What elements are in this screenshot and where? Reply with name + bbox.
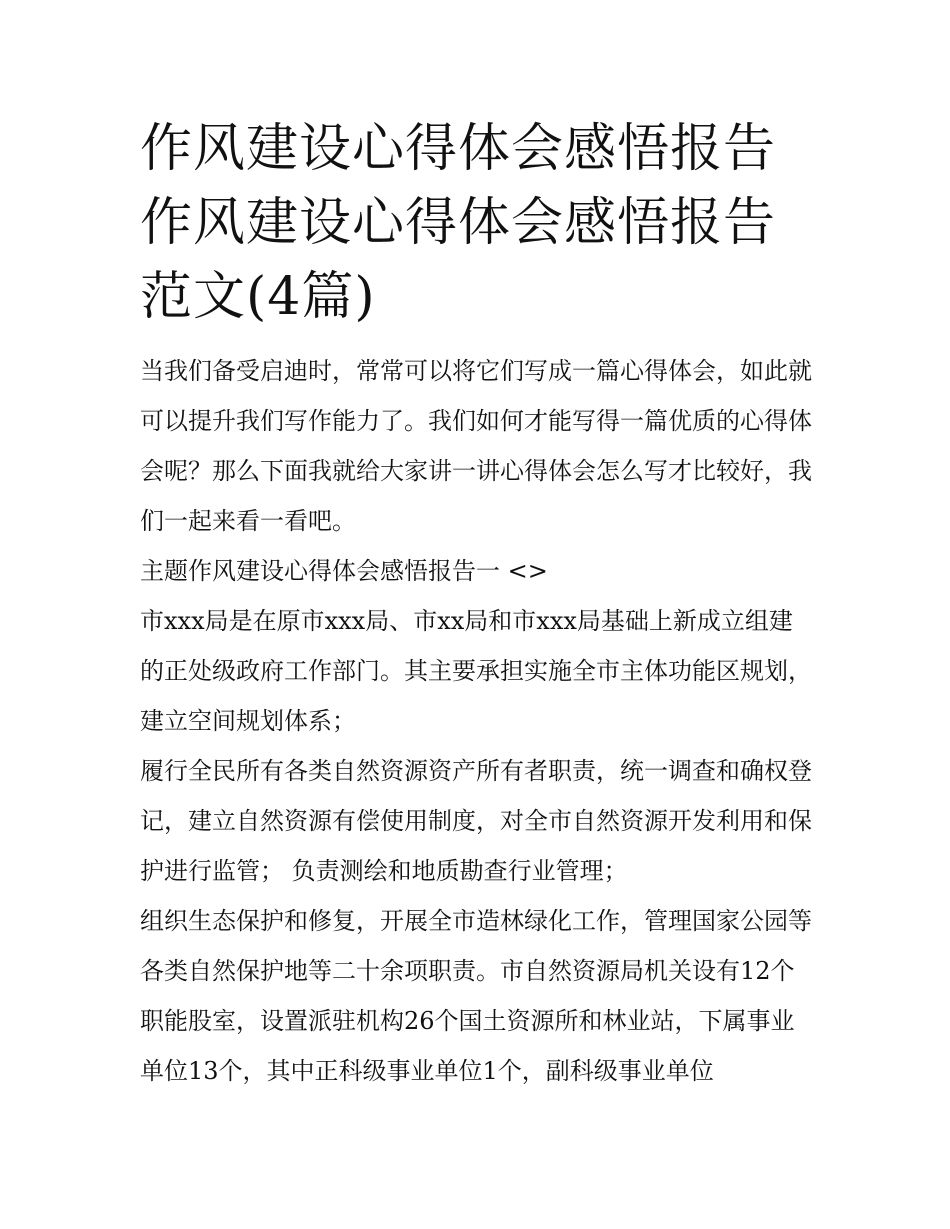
document-body: [140, 346, 812, 1096]
paragraph-bureau-duties: 履行全民所有各类自然资源资产所有者职责，统一调查和确权登记，建立自然资源有偿使用制度，对全市自然资源开发利用和保护进行监管； 负责测绘和地质勘查行业管理；: [140, 757, 812, 885]
paragraph-bureau-structure: 组织生态保护和修复，开展全市造林绿化工作，管理国家公园等各类自然保护地等二十余项职责。市自然资源局机关设有12个职能股室，设置派驻机构26个国土资源所和林业站，下属事业单位13个，其中正科级事业单位1个，副科级事业单位: [140, 907, 812, 1085]
paragraph-bureau-overview: 市xxx局是在原市xxx局、市xx局和市xxx局基础上新成立组建的正处级政府工作部门。其主要承担实施全市主体功能区规划，建立空间规划体系；: [140, 607, 812, 735]
document-title: 作风建设心得体会感悟报告 作风建设心得体会感悟报告范文(4篇): [140, 119, 777, 327]
paragraph-intro: 当我们备受启迪时，常常可以将它们写成一篇心得体会，如此就可以提升我们写作能力了。我们如何才能写得一篇优质的心得体会呢？那么下面我就给大家讲一讲心得体会怎么写才比较好，我们一起来看一看吧。: [140, 357, 812, 535]
paragraph-section-heading: 主题作风建设心得体会感悟报告一 <>: [140, 557, 548, 585]
document-page: [140, 112, 812, 1096]
